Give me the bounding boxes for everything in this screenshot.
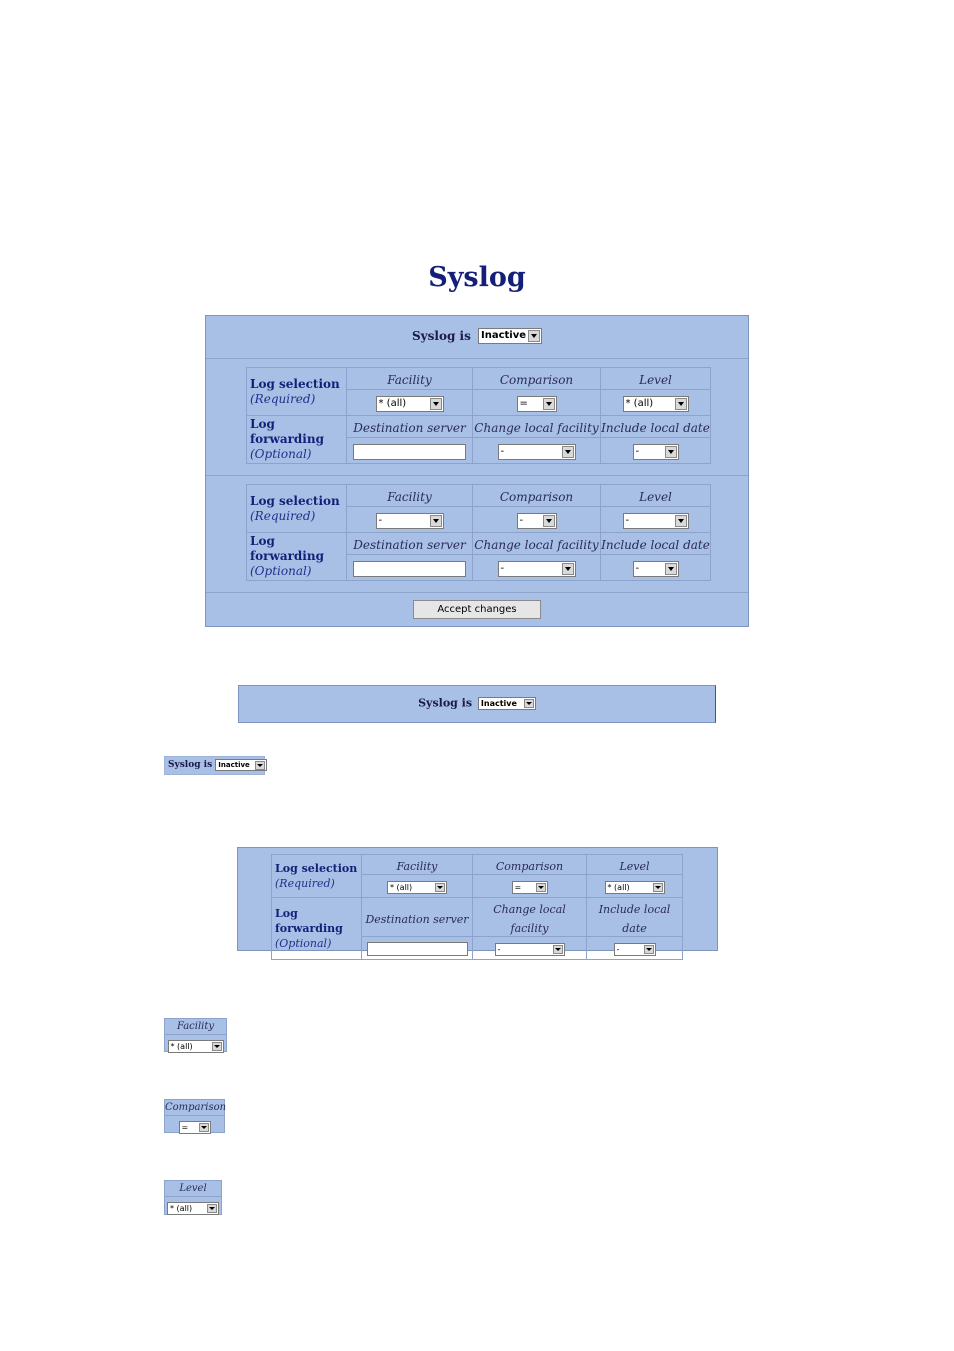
syslog-status-row	[239, 696, 715, 710]
required-label: (Required)	[250, 391, 316, 406]
comparison-header: Comparison	[495, 860, 564, 873]
comparison-header: Comparison	[499, 490, 574, 504]
log-selection-label: Log selection	[275, 862, 358, 875]
chevron-down-icon	[562, 563, 574, 575]
rule-table-1	[246, 367, 711, 464]
syslog-status-select[interactable]: Inactive	[478, 328, 542, 344]
change-facility-select[interactable]: -	[495, 943, 565, 956]
level-header: Level	[639, 490, 672, 504]
change-facility-header: Change local facility	[493, 903, 566, 935]
status-mini-snippet	[164, 756, 265, 775]
rule-panel-snippet	[237, 847, 718, 954]
chevron-down-icon	[543, 398, 555, 410]
chevron-down-icon	[528, 330, 540, 342]
syslog-status-label: Syslog is	[418, 696, 473, 710]
chevron-down-icon	[199, 1123, 209, 1132]
optional-label: (Optional)	[250, 564, 312, 578]
include-date-select[interactable]: -	[633, 444, 679, 460]
comparison-header: Comparison	[499, 373, 574, 387]
chevron-down-icon	[562, 446, 574, 458]
chevron-down-icon	[255, 761, 265, 770]
facility-select[interactable]: * (all)	[387, 881, 447, 894]
log-forwarding-label: Log forwarding	[250, 534, 324, 563]
chevron-down-icon	[675, 515, 687, 527]
log-selection-cell	[247, 485, 347, 533]
chevron-down-icon	[553, 945, 563, 954]
facility-select[interactable]: -	[376, 513, 444, 529]
log-selection-cell	[272, 855, 362, 898]
facility-header: Facility	[396, 860, 438, 873]
include-date-header: Include local date	[598, 903, 671, 935]
page-title: Syslog	[428, 262, 526, 293]
destination-header: Destination server	[365, 912, 469, 926]
status-panel-snippet	[238, 685, 716, 723]
facility-header: Facility	[387, 490, 432, 504]
log-forwarding-cell	[247, 416, 347, 464]
chevron-down-icon	[212, 1042, 222, 1051]
syslog-status-row	[168, 759, 267, 771]
chevron-down-icon	[665, 446, 677, 458]
destination-header: Destination server	[353, 421, 466, 435]
log-selection-cell	[247, 368, 347, 416]
facility-header: Facility	[387, 373, 432, 387]
syslog-status-label: Syslog is	[168, 760, 213, 770]
level-snippet	[164, 1180, 222, 1215]
syslog-status-label: Syslog is	[411, 329, 471, 343]
rule-table-snippet	[271, 854, 683, 960]
chevron-down-icon	[653, 883, 663, 892]
chevron-down-icon	[430, 515, 442, 527]
chevron-down-icon	[524, 699, 534, 708]
change-facility-select[interactable]: -	[498, 561, 576, 577]
facility-snippet	[164, 1018, 227, 1052]
level-header: Level	[639, 373, 672, 387]
level-select[interactable]: * (all)	[167, 1202, 219, 1215]
log-selection-label: Log selection	[250, 493, 340, 508]
chevron-down-icon	[430, 398, 442, 410]
destination-server-input[interactable]	[353, 444, 466, 460]
log-forwarding-cell	[247, 533, 347, 581]
comparison-snippet	[164, 1099, 225, 1133]
level-header: Level	[619, 860, 650, 873]
syslog-status-select[interactable]: Inactive	[478, 697, 536, 710]
change-facility-header: Change local facility	[474, 421, 599, 435]
level-header: Level	[165, 1181, 221, 1197]
comparison-select[interactable]: =	[517, 396, 557, 412]
destination-header: Destination server	[353, 538, 466, 552]
facility-header: Facility	[165, 1019, 226, 1035]
optional-label: (Optional)	[275, 937, 332, 950]
chevron-down-icon	[207, 1204, 217, 1213]
chevron-down-icon	[675, 398, 687, 410]
include-date-header: Include local date	[601, 538, 710, 552]
destination-server-input[interactable]	[367, 942, 468, 956]
facility-select[interactable]: * (all)	[376, 396, 444, 412]
comparison-select[interactable]: =	[512, 881, 548, 894]
required-label: (Required)	[250, 508, 316, 523]
required-label: (Required)	[275, 877, 335, 890]
level-select[interactable]: -	[623, 513, 689, 529]
syslog-status-select[interactable]: Inactive	[215, 759, 267, 771]
comparison-select[interactable]: -	[517, 513, 557, 529]
include-date-header: Include local date	[601, 421, 710, 435]
log-forwarding-label: Log forwarding	[250, 417, 324, 446]
comparison-header: Comparison	[165, 1100, 224, 1116]
destination-server-input[interactable]	[353, 561, 466, 577]
chevron-down-icon	[435, 883, 445, 892]
change-facility-select[interactable]: -	[498, 444, 576, 460]
comparison-select[interactable]: =	[179, 1121, 211, 1134]
include-date-select[interactable]: -	[633, 561, 679, 577]
chevron-down-icon	[665, 563, 677, 575]
syslog-config-panel	[205, 315, 749, 627]
level-select[interactable]: * (all)	[623, 396, 689, 412]
accept-changes-button[interactable]: Accept changes	[413, 600, 541, 619]
facility-select[interactable]: * (all)	[168, 1040, 224, 1053]
log-selection-label: Log selection	[250, 376, 340, 391]
chevron-down-icon	[543, 515, 555, 527]
level-select[interactable]: * (all)	[605, 881, 665, 894]
syslog-status-row	[206, 328, 748, 344]
log-forwarding-cell	[272, 898, 362, 960]
chevron-down-icon	[644, 945, 654, 954]
chevron-down-icon	[536, 883, 546, 892]
include-date-select[interactable]: -	[614, 943, 656, 956]
rule-table-2	[246, 484, 711, 581]
log-forwarding-label: Log forwarding	[275, 907, 343, 935]
change-facility-header: Change local facility	[474, 538, 599, 552]
optional-label: (Optional)	[250, 447, 312, 461]
